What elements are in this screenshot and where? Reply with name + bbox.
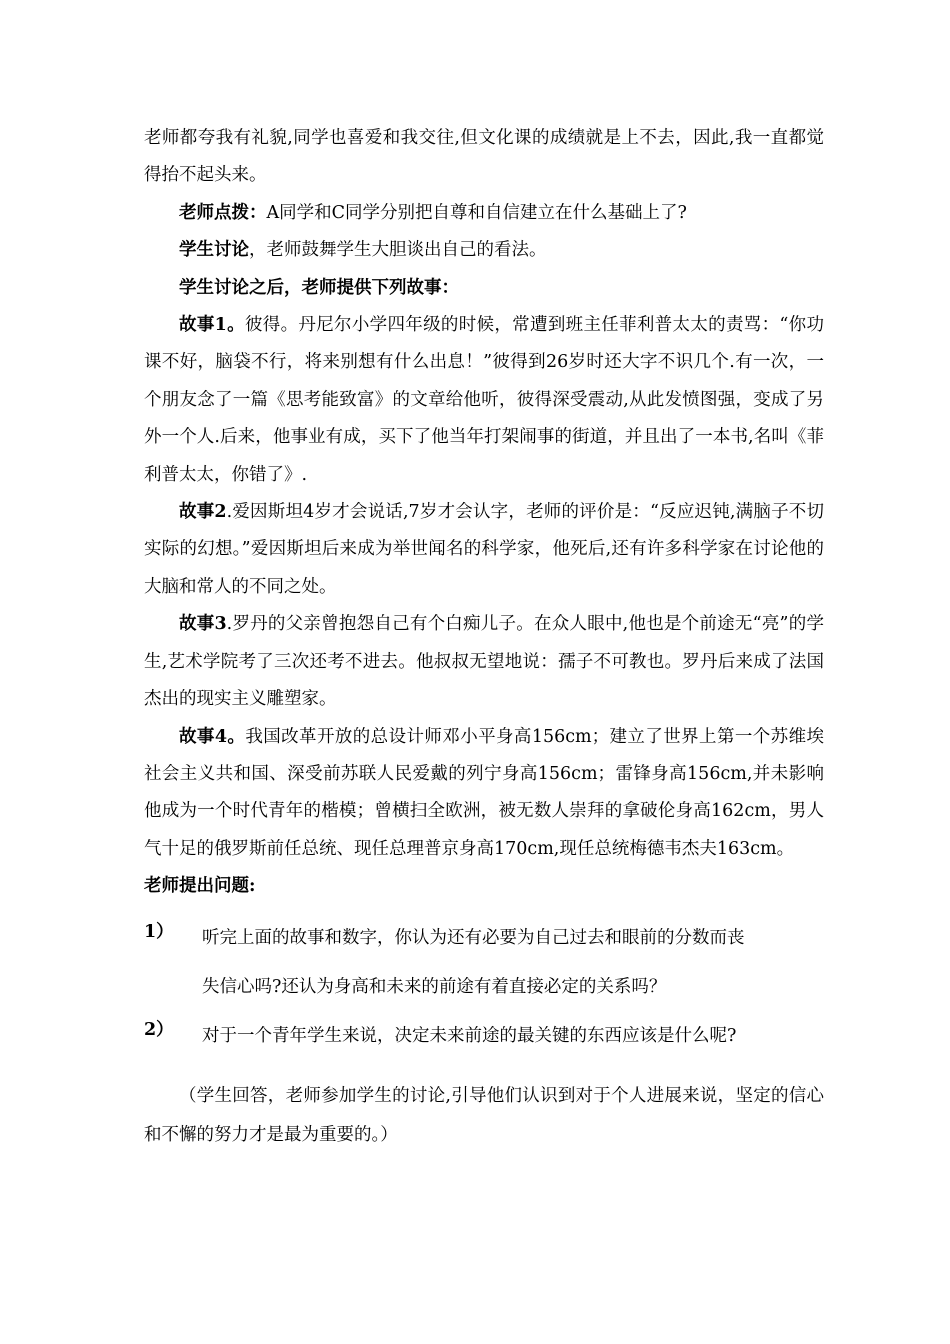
story-3-paragraph	[144, 606, 824, 718]
question-heading	[144, 868, 824, 905]
story-1-text: 彼得。丹尼尔小学四年级的时候，常遭到班主任菲利普太太的责骂：“你功课不好，脑袋不行，将来别想有什么出息！”彼得到26岁时还大字不识几个.有一次，一个朋友念了一篇《思考能致富》的文章给他听，彼得深受震动,从此发愤图强，变成了另外一个人.后来，他事业有成，买下了他当年打架闹事的街道，并且出了一本书,名叫《菲利普太太，你错了》.	[144, 315, 824, 485]
story-3-text: .罗丹的父亲曾抱怨自己有个白痴儿子。在众人眼中,他也是个前途无“亮”的学生,艺术学院考了三次还考不进去。他叔叔无望地说：孺子不可教也。罗丹后来成了法国杰出的现实主义雕塑家。	[144, 614, 824, 710]
story-1-label: 故事1。	[179, 315, 245, 336]
intro-paragraph: 老师都夸我有礼貌,同学也喜爱和我交往,但文化课的成绩就是上不去，因此,我一直都觉得抬不起头来。	[144, 128, 824, 186]
story-4-text: 我国改革开放的总设计师邓小平身高156cm；建立了世界上第一个苏维埃社会主义共和国、深受前苏联人民爱戴的列宁身高156cm；雷锋身高156cm,并未影响他成为一个时代青年的楷模；曾横扫全欧洲，被无数人崇拜的拿破伦身高162cm，男人气十足的俄罗斯前任总统、现任总理普京身高170cm,现任总统梅德韦杰夫163cm。	[144, 726, 824, 859]
question-heading-text: 老师提出问题:	[144, 876, 256, 897]
discuss-text: ，老师鼓舞学生大胆谈出自己的看法。	[249, 240, 547, 261]
after-discuss-text: 学生讨论之后，老师提供下列故事：	[179, 277, 459, 298]
story-3-label: 故事3	[179, 614, 227, 635]
question-1-line-1: 听完上面的故事和数字，你认为还有必要为自己过去和眼前的分数而丧	[202, 927, 745, 948]
story-2-label: 故事2	[179, 502, 227, 523]
discuss-label: 学生讨论	[179, 240, 249, 261]
question-2	[144, 1012, 824, 1061]
question-2-number: 2）	[144, 1019, 174, 1040]
hint-paragraph	[144, 195, 824, 232]
discuss-paragraph	[144, 232, 824, 269]
story-4-label: 故事4。	[179, 726, 246, 747]
after-discuss-paragraph	[144, 270, 824, 307]
story-2-text: .爱因斯坦4岁才会说话,7岁才会认字，老师的评价是：“反应迟钝,满脑子不切实际的幻想。”爱因斯坦后来成为举世闻名的科学家，他死后,还有许多科学家在讨论他的大脑和常人的不同之处。	[144, 502, 824, 597]
hint-text: A同学和C同学分别把自尊和自信建立在什么基础上了?	[266, 202, 687, 223]
document-page	[144, 120, 824, 1155]
question-1	[144, 914, 824, 1012]
question-1-line-2: 失信心吗?还认为身高和未来的前途有着直接必定的关系吗？	[202, 976, 667, 997]
question-1-body	[202, 914, 824, 1012]
question-1-number: 1）	[144, 921, 174, 942]
story-4-paragraph	[144, 719, 824, 869]
hint-label: 老师点拨：	[179, 202, 267, 223]
question-2-line-1: 对于一个青年学生来说，决定未来前途的最关键的东西应该是什么呢?	[202, 1025, 737, 1046]
answer-paragraph: （学生回答，老师参加学生的讨论,引导他们认识到对于个人进展来说，坚定的信心和不懈的努力才是最为重要的。）	[144, 1085, 824, 1145]
story-1-paragraph	[144, 307, 824, 494]
question-2-body	[202, 1012, 824, 1061]
story-2-paragraph	[144, 494, 824, 606]
